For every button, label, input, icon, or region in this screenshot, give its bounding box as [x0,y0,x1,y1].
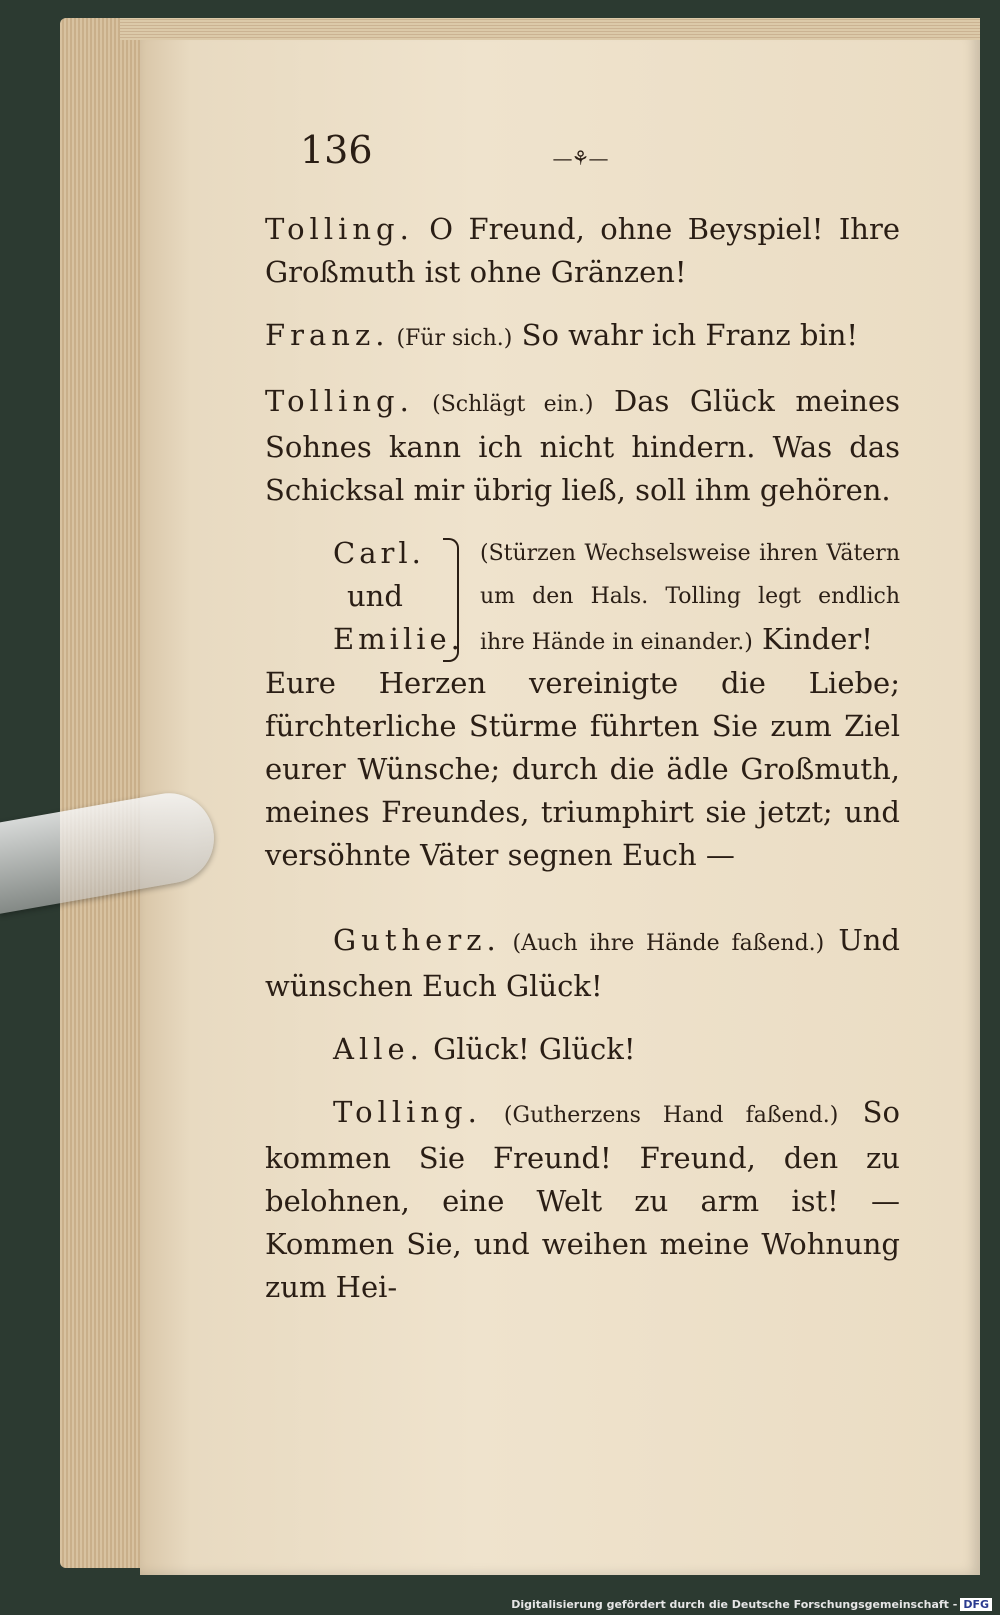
speaker-emilie: Emilie. [333,622,464,656]
page-number: 136 [300,128,373,172]
dialogue-text: So wahr ich Franz bin! [512,318,859,352]
paragraph-6 [265,1091,900,1309]
brace-continuation: Eure Herzen vereinigte die Liebe; fürchterliche Stürme führten Sie zum Ziel eurer Wünsche; durch die ädle Großmuth, meines Freundes, triumphirt sie jetzt; und versöhnte Väter segnen Euch — [265,666,900,872]
brace-speakers [333,532,464,661]
page-header [300,128,900,178]
speaker-carl: Carl. [333,536,425,570]
dfg-logo: DFG [960,1598,992,1611]
footer-text: Digitalisierung gefördert durch die Deutsche Forschungsgemeinschaft - [511,1598,958,1611]
dialogue-text: Und wünschen Euch Glück! [265,923,900,1003]
speaker-name: Gutherz. [333,923,501,957]
paragraph-2 [265,314,900,360]
speaker-conjunction: und [347,579,403,613]
speaker-name: Alle. [333,1032,424,1066]
paragraph-4 [265,919,900,1008]
speaker-name: Tolling. [265,384,414,418]
footer-credit [511,1598,992,1611]
dialogue-text: Glück! Glück! [423,1032,636,1066]
paragraph-3 [265,380,900,512]
page-text [265,208,900,1329]
speaker-name: Franz. [265,318,390,352]
dialogue-text: O Freund, ohne Beyspiel! Ihre Großmuth ist ohne Gränzen! [265,212,900,289]
brace-block [265,532,900,662]
paragraph-5 [265,1028,900,1071]
dialogue-text: Das Glück meines Sohnes kann ich nicht hindern. Was das Schicksal mir übrig ließ, soll ihm gehören. [265,384,901,507]
stage-direction: (Schlägt ein.) [413,392,594,417]
page-stack-top [120,18,980,40]
brace-stage-direction [480,532,900,664]
stage-direction: (Stürzen Wechselsweise ihren Vätern um den Hals. Tolling legt endlich ihre Hände in einander.) [480,541,900,655]
stage-direction: (Gutherzens Hand faßend.) [481,1103,839,1128]
curly-brace [443,538,459,662]
header-ornament: —⚘— [552,146,608,170]
speaker-name: Tolling. [265,212,414,246]
speaker-name: Tolling. [333,1095,482,1129]
stage-direction: (Für sich.) [389,326,513,351]
stage-direction: (Auch ihre Hände faßend.) [500,931,825,956]
paragraph-1 [265,208,900,294]
dialogue-text: So kommen Sie Freund! Freund, den zu belohnen, eine Welt zu arm ist! — Kommen Sie, und weihen meine Wohnung zum Hei- [265,1095,901,1304]
dialogue-text: Kinder! [752,622,873,656]
